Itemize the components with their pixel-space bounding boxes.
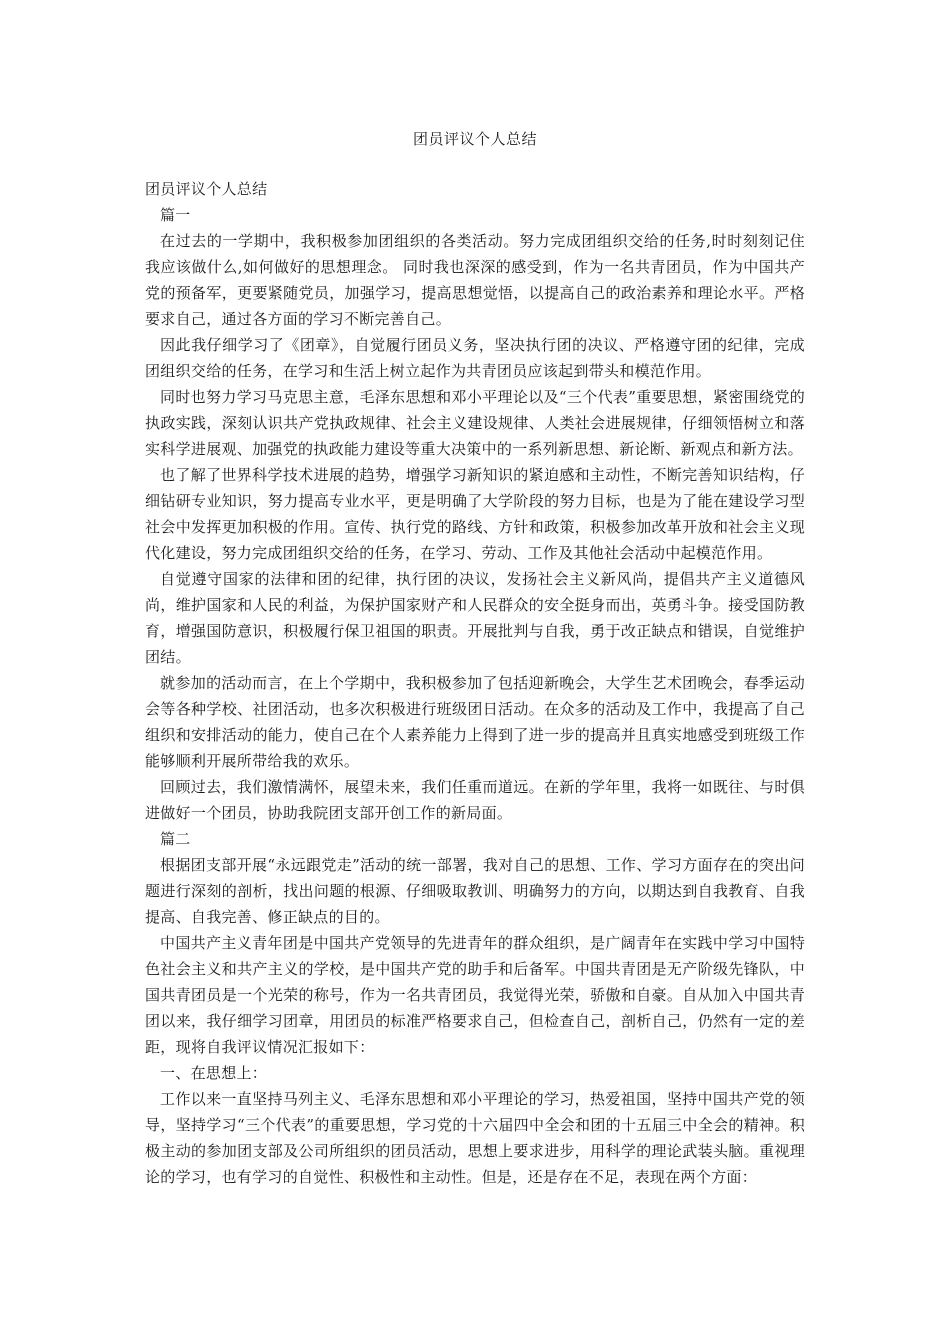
paragraph: 在过去的一学期中，我积极参加团组织的各类活动。努力完成团组织交给的任务,时时刻刻记住我应该做什么,如何做好的思想理念。 同时我也深深的感受到，作为一名共青团员，作为中国共产党的预备军，更要紧随党员，加强学习，提高思想觉悟，以提高自己的政治素养和理论水平。严格要求自己，通过各方面的学习不断完善自己。 — [145, 232, 805, 328]
paragraph: 中国共产主义青年团是中国共产党领导的先进青年的群众组织，是广阔青年在实践中学习中国特色社会主义和共产主义的学校，是中国共产党的助手和后备军。中国共青团是无产阶级先锋队，中国共青团员是一个光荣的称号，作为一名共青团员，我觉得光荣，骄傲和自豪。自从加入中国共青团以来，我仔细学习团章，用团员的标准严格要求自己，但检查自己，剖析自己，仍然有一定的差距，现将自我评议情况汇报如下： — [145, 934, 805, 1056]
paragraph: 同时也努力学习马克思主意，毛泽东思想和邓小平理论以及“三个代表”重要思想，紧密围绕党的执政实践，深刻认识共产党执政规律、社会主义建设规律、人类社会进展规律，仔细领悟树立和落实科学进展观、加强党的执政能力建设等重大决策中的一系列新思想、新论断、新观点和新方法。 — [145, 388, 805, 458]
paragraph: 一、在思想上： — [160, 1064, 268, 1082]
paragraph: 工作以来一直坚持马列主义、毛泽东思想和邓小平理论的学习，热爱祖国，坚持中国共产党的领导，坚持学习“三个代表”的重要思想，学习党的十六届四中全会和团的十五届三中全会的精神。积极主动的参加团支部及公司所组织的团员活动，思想上要求进步，用科学的理论武装头脑。重视理论的学习，也有学习的自觉性、积极性和主动性。但是，还是存在不足，表现在两个方面： — [145, 1090, 805, 1186]
paragraph: 自觉遵守国家的法律和团的纪律，执行团的决议，发扬社会主义新风尚，提倡共产主义道德风尚，维护国家和人民的利益，为保护国家财产和人民群众的安全挺身而出，英勇斗争。接受国防教育，增强国防意识，积极履行保卫祖国的职责。开展批判与自我，勇于改正缺点和错误，自觉维护团结。 — [145, 570, 805, 666]
paragraph: 回顾过去，我们激情满怀，展望未来，我们任重而道远。在新的学年里，我将一如既往、与时俱进做好一个团员，协助我院团支部开创工作的新局面。 — [145, 778, 805, 822]
paragraph: 根据团支部开展“永远跟党走”活动的统一部署，我对自己的思想、工作、学习方面存在的突出问题进行深刻的剖析，找出问题的根源、仔细吸取教训、明确努力的方向，以期达到自我教育、自我提高、自我完善、修正缺点的目的。 — [145, 856, 805, 926]
paragraph: 就参加的活动而言，在上个学期中，我积极参加了包括迎新晚会，大学生艺术团晚会，春季运动会等各种学校、社团活动，也多次积极进行班级团日活动。在众多的活动及工作中，我提高了自己组织和安排活动的能力，使自己在个人素养能力上得到了进一步的提高并且真实地感受到班级工作能够顺利开展所带给我的欢乐。 — [145, 674, 805, 770]
paragraph: 团员评议个人总结 — [145, 180, 268, 198]
paragraph: 篇一 — [160, 206, 191, 224]
paragraph: 因此我仔细学习了《团章》，自觉履行团员义务，坚决执行团的决议、严格遵守团的纪律，完成团组织交给的任务，在学习和生活上树立起作为共青团员应该起到带头和模范作用。 — [145, 336, 805, 380]
paragraph: 篇二 — [160, 830, 191, 848]
document-title: 团员评议个人总结 — [412, 130, 537, 148]
document-body — [145, 176, 805, 1190]
paragraph: 也了解了世界科学技术进展的趋势，增强学习新知识的紧迫感和主动性，不断完善知识结构，仔细钻研专业知识，努力提高专业水平，更是明确了大学阶段的努力目标，也是为了能在建设学习型社会中发挥更加积极的作用。宣传、执行党的路线、方针和政策，积极参加改革开放和社会主义现代化建设，努力完成团组织交给的任务，在学习、劳动、工作及其他社会活动中起模范作用。 — [145, 466, 805, 562]
